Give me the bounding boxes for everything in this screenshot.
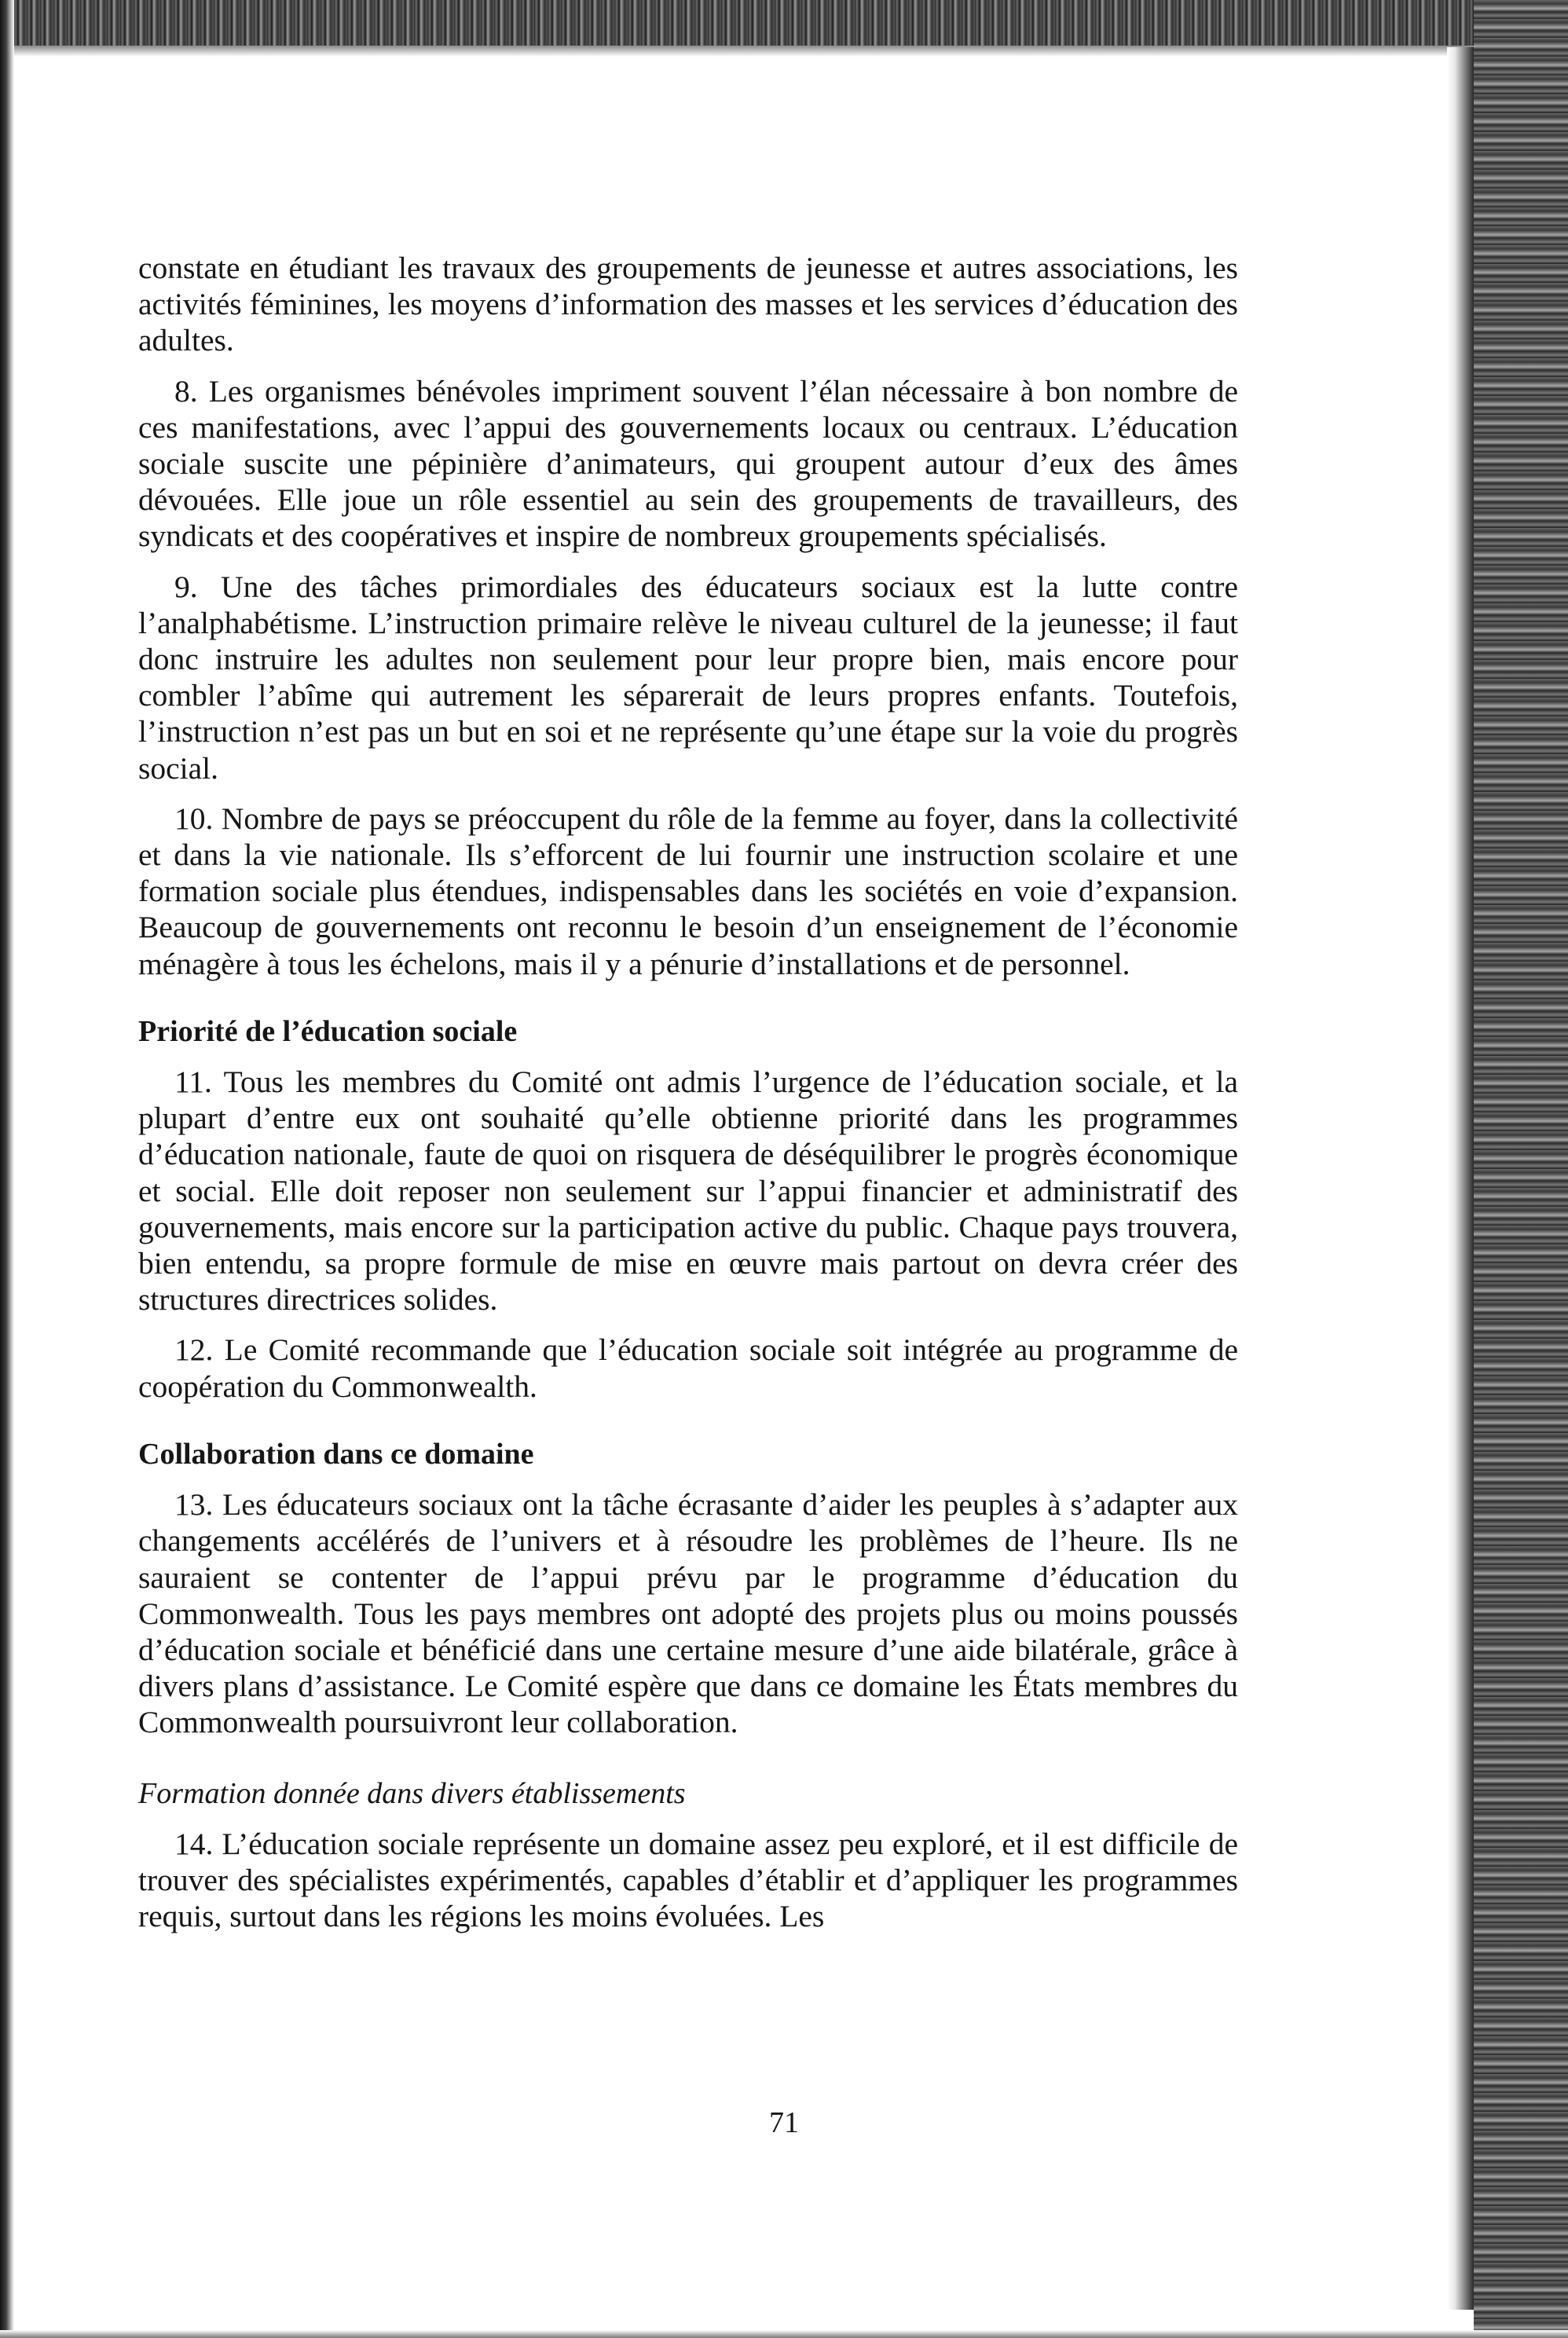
page-fold-shadow (1447, 47, 1474, 2310)
paragraph-14: 14. L’éducation sociale représente un domaine assez peu exploré, et il est difficile de trouver des spécialistes expérimentés, capables d’établir et d’appliquer les programmes requis, surtout dans les régions les moins évoluées. Les (138, 1826, 1238, 1934)
paragraph-11: 11. Tous les membres du Comité ont admis l’urgence de l’éducation sociale, et la plupart d’entre eux ont souhaité qu’elle obtienne priorité dans les programmes d’éducation nationale, faute de quoi on risquera de déséquilibrer le progrès économique et social. Elle doit reposer non seulement sur l’appui financier et administratif des gouvernements, mais encore sur la participation active du public. Chaque pays trouvera, bien entendu, sa propre formule de mise en œuvre mais partout on devra créer des structures directrices solides. (138, 1065, 1238, 1317)
scan-edge-top (0, 0, 1568, 57)
scan-edge-left (0, 0, 14, 2338)
paragraph-8: 8. Les organismes bénévoles impriment souvent l’élan nécessaire à bon nombre de ces manifestations, avec l’appui des gouvernements locaux ou centraux. L’éducation sociale suscite une pépinière d’animateurs, qui groupent autour d’eux des âmes dévouées. Elle joue un rôle essentiel au sein des groupements de travailleurs, des syndicats et des coopératives et inspire de nombreux groupements spécialisés. (138, 373, 1238, 554)
paragraph-continuation: constate en étudiant les travaux des groupements de jeunesse et autres associations, les activités féminines, les moyens d’information des masses et les services d’éducation des adultes. (138, 251, 1238, 358)
page-number: 71 (769, 2106, 799, 2139)
heading-formation: Formation donnée dans divers établissements (138, 1776, 686, 1810)
heading-priorite: Priorité de l’éducation sociale (138, 1014, 518, 1048)
scan-edge-right (1474, 0, 1568, 2338)
paragraph-13: 13. Les éducateurs sociaux ont la tâche écrasante d’aider les peuples à s’adapter aux changements accélérés de l’univers et à résoudre les problèmes de l’heure. Ils ne sauraient se contenter de l’appui prévu par le programme d’éducation du Commonwealth. Tous les pays membres ont adopté des projets plus ou moins poussés d’éducation sociale et bénéficié dans une certaine mesure d’une aide bilatérale, grâce à divers plans d’assistance. Le Comité espère que dans ce domaine les États membres du Commonwealth poursuivront leur collaboration. (138, 1487, 1238, 1740)
paragraph-10: 10. Nombre de pays se préoccupent du rôle de la femme au foyer, dans la collectivité et dans la vie nationale. Ils s’efforcent de lui fournir une instruction scolaire et une formation sociale plus étendues, indispensables dans les sociétés en voie d’expansion. Beaucoup de gouvernements ont reconnu le besoin d’un enseignement de l’économie ménagère à tous les échelons, mais il y a pénurie d’installations et de personnel. (138, 801, 1238, 981)
scan-edge-bottom (0, 2330, 1568, 2338)
paragraph-12: 12. Le Comité recommande que l’éducation sociale soit intégrée au programme de coopération du Commonwealth. (138, 1332, 1238, 1404)
paragraph-9: 9. Une des tâches primordiales des éducateurs sociaux est la lutte contre l’analphabétisme. L’instruction primaire relève le niveau culturel de la jeunesse; il faut donc instruire les adultes non seulement pour leur propre bien, mais encore pour combler l’abîme qui autrement les séparerait de leurs propres enfants. Toutefois, l’instruction n’est pas un but en soi et ne représente qu’une étape sur la voie du progrès social. (138, 569, 1238, 786)
heading-collaboration: Collaboration dans ce domaine (138, 1437, 534, 1471)
page-body (138, 250, 1238, 1948)
